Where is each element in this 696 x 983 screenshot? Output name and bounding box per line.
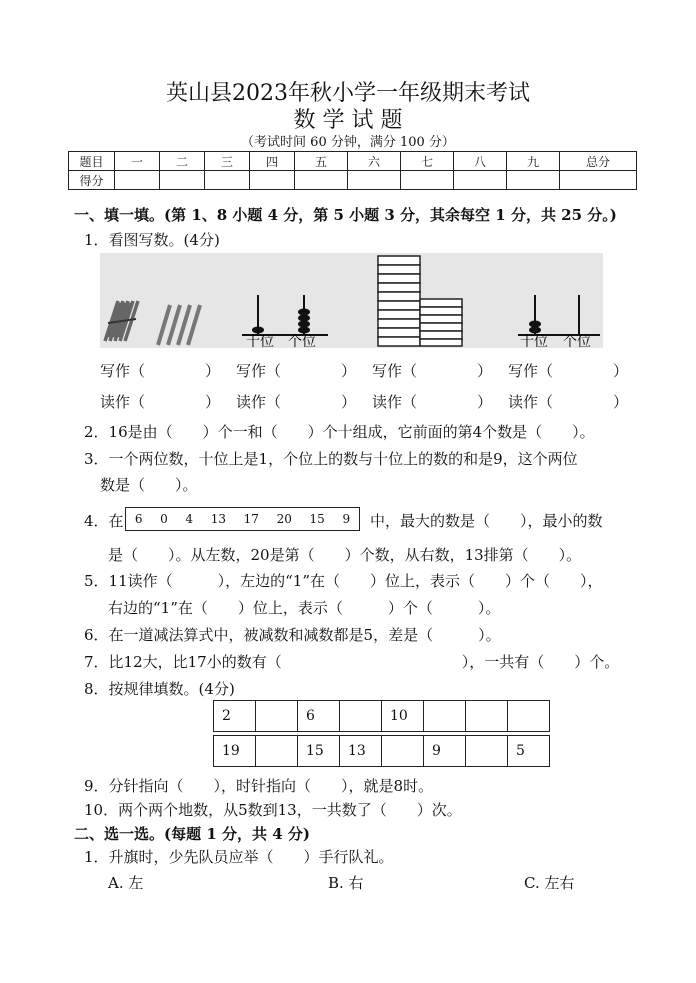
seq-cell: 15 [298,736,340,767]
write-blank-1[interactable]: 写作（ ） [100,362,221,380]
q4-suffix: 中，最大的数是（ ），最小的数 [370,512,603,530]
q4-number: 4 [185,512,194,526]
counting-illustration [100,253,603,348]
abacus2-tens-label: 十位 [520,334,548,348]
q4-number: 15 [309,512,325,526]
sequence-row-2 [213,735,550,767]
seq-cell: 5 [508,736,550,767]
subject-title: 数 学 试 题 [293,108,403,133]
score-cell: 九 [507,152,560,171]
seq-cell[interactable] [382,736,424,767]
q2-text: 2．16是由（ ）个一和（ ）个十组成，它前面的第4个数是（ ）。 [84,423,595,441]
q7-text: 7．比12大，比17小的数有（ ），一共有（ ）个。 [84,653,620,671]
score-cell: 五 [295,152,348,171]
q4-number-box [125,507,360,531]
write-blank-2[interactable]: 写作（ ） [236,362,357,380]
seq-cell: 9 [424,736,466,767]
q6-text: 6．在一道减法算式中，被减数和减数都是5，差是（ ）。 [84,626,501,644]
read-blank-2[interactable]: 读作（ ） [236,393,357,411]
section1-heading: 一、填一填。(第 1、8 小题 4 分，第 5 小题 3 分，其余每空 1 分，共 25 分。) [74,206,617,224]
seq-cell: 10 [382,701,424,732]
stacked-blocks-icon [378,256,462,346]
score-cell: 六 [348,152,401,171]
score-cell: 二 [160,152,205,171]
sequence-row-1 [213,700,550,732]
seq-cell: 2 [214,701,256,732]
q10-text: 10．两个两个地数，从5数到13，一共数了（ ）次。 [84,801,462,819]
score-cell: 八 [454,152,507,171]
score-cell: 三 [205,152,250,171]
read-blank-3[interactable]: 读作（ ） [372,393,493,411]
exam-note: （考试时间 60 分钟，满分 100 分） [241,135,455,150]
score-table [68,151,637,190]
exam-title: 英山县2023年秋小学一年级期末考试 [166,81,530,106]
q5-text-cont: 右边的“1”在（ ）位上，表示（ ）个（ ）。 [108,599,501,617]
single-sticks-icon [158,305,200,345]
abacus-1-icon [242,295,328,335]
seq-cell[interactable] [256,701,298,732]
q4-number: 20 [276,512,292,526]
q4-number: 13 [210,512,226,526]
seq-cell[interactable] [466,736,508,767]
s2-q1-text: 1．升旗时，少先队员应举（ ）手行队礼。 [84,848,394,866]
seq-cell: 13 [340,736,382,767]
read-blank-4[interactable]: 读作（ ） [508,393,629,411]
q5-text: 5．11读作（ ），左边的“1”在（ ）位上，表示（ ）个（ ）， [84,572,603,590]
option-b[interactable]: B. 右 [328,874,364,892]
q4-prefix: 4．在 [84,512,124,530]
q4-text-cont: 是（ ）。从左数，20是第（ ）个数，从右数，13排第（ ）。 [108,546,582,564]
q3-text: 3．一个两位数，十位上是1，个位上的数与十位上的数的和是9，这个两位 [84,450,578,468]
score-label: 得分 [69,171,115,190]
score-cell: 总分 [560,152,637,171]
seq-cell: 19 [214,736,256,767]
abacus2-ones-label: 个位 [563,334,591,348]
seq-cell[interactable] [256,736,298,767]
abacus1-ones-label: 个位 [288,334,316,348]
write-blank-4[interactable]: 写作（ ） [508,362,629,380]
q8-text: 8．按规律填数。(4分) [84,680,235,698]
abacus1-tens-label: 十位 [246,334,274,348]
write-blank-3[interactable]: 写作（ ） [372,362,493,380]
option-c[interactable]: C. 左右 [524,874,575,892]
abacus-2-icon [518,295,600,335]
q4-number: 6 [134,512,143,526]
seq-cell: 6 [298,701,340,732]
seq-cell[interactable] [466,701,508,732]
q4-number: 9 [342,512,351,526]
q1-text: 1．看图写数。(4分) [84,231,220,249]
q4-number: 0 [160,512,168,526]
score-cell: 七 [401,152,454,171]
seq-cell[interactable] [340,701,382,732]
read-blank-1[interactable]: 读作（ ） [100,393,221,411]
section2-heading: 二、选一选。(每题 1 分，共 4 分) [74,825,310,843]
seq-cell[interactable] [424,701,466,732]
q3-text-cont: 数是（ ）。 [100,476,198,494]
score-cell: 一 [115,152,160,171]
score-cell: 题目 [69,152,115,171]
counting-picture [100,253,603,348]
q4-number: 17 [243,512,259,526]
score-cell: 四 [250,152,295,171]
option-a[interactable]: A. 左 [108,874,144,892]
seq-cell[interactable] [508,701,550,732]
q9-text: 9．分针指向（ ），时针指向（ ），就是8时。 [84,777,434,795]
